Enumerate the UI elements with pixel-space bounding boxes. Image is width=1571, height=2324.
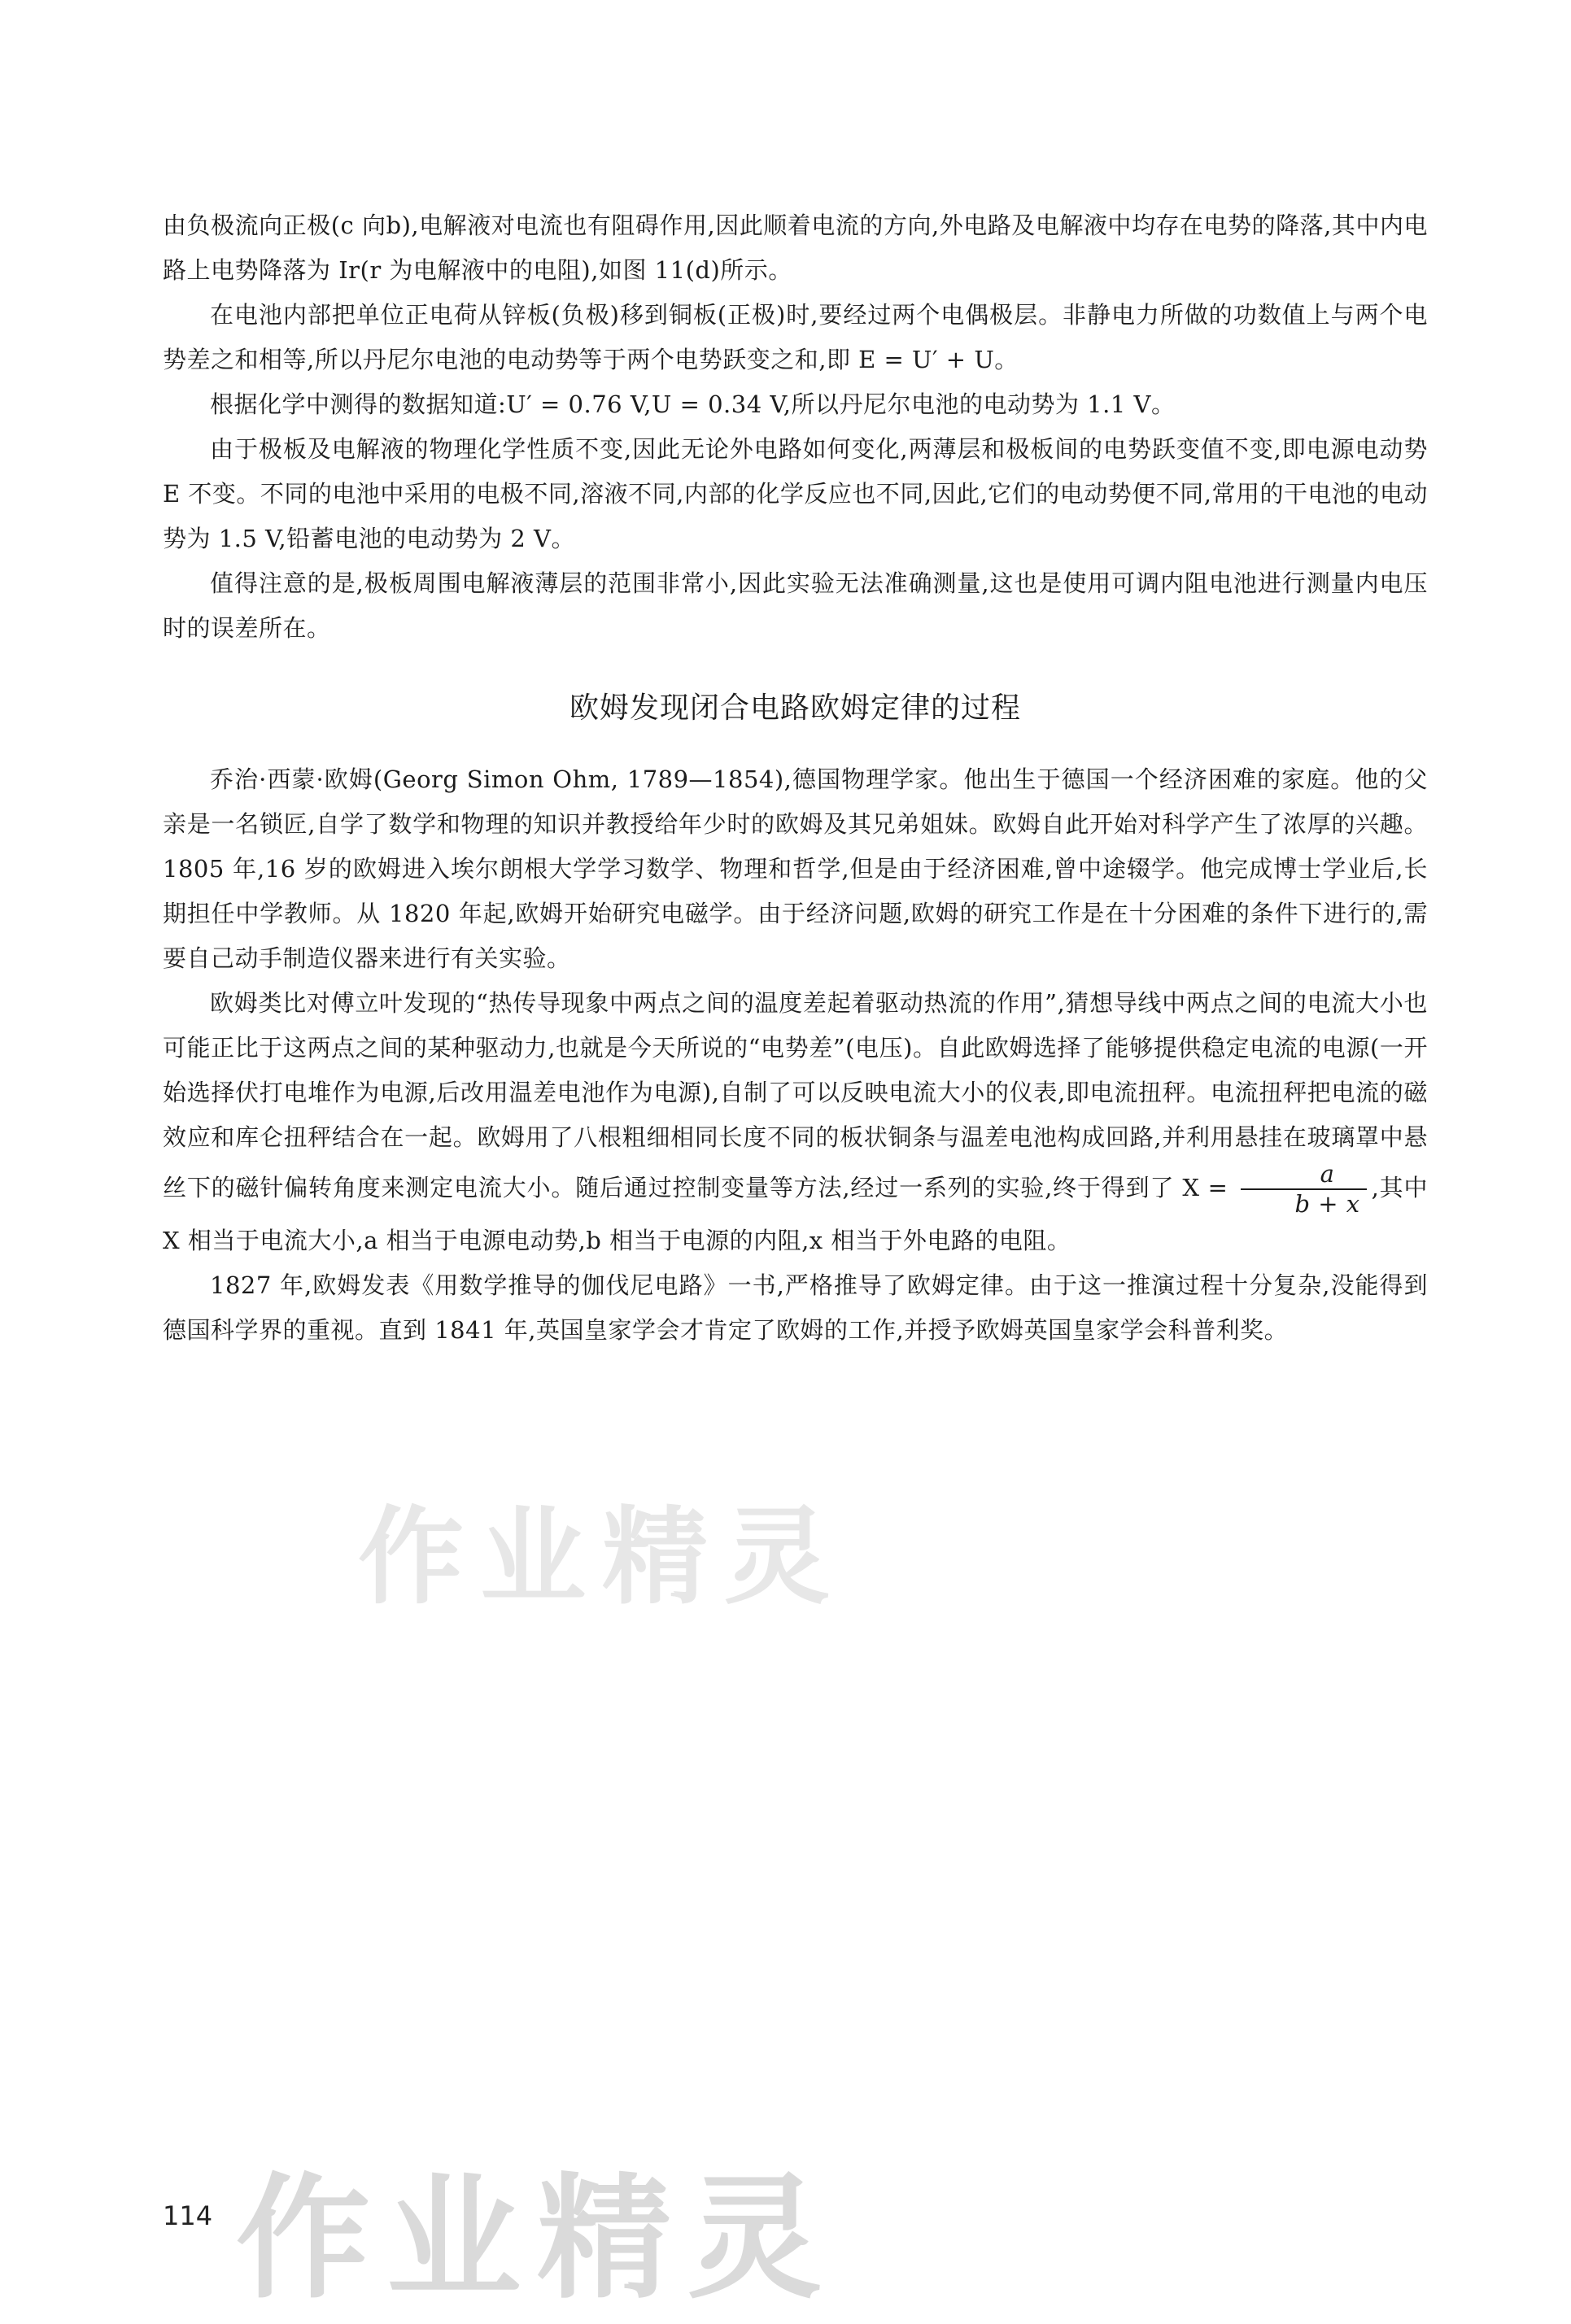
watermark-bottom: 作业精灵	[236, 2160, 838, 2317]
paragraph-1: 由负极流向正极(c 向b),电解液对电流也有阻碍作用,因此顺着电流的方向,外电路及电解液中均存在电势的降落,其中内电路上电势降落为 Ir(r 为电解液中的电阻),如图 11(d)所示。	[163, 211, 1428, 284]
paragraph-5: 值得注意的是,极板周围电解液薄层的范围非常小,因此实验无法准确测量,这也是使用可调内阻电池进行测量内电压时的误差所在。	[163, 569, 1428, 642]
page-number: 114	[163, 2200, 213, 2231]
ohm-biography-paragraph: 乔治·西蒙·欧姆(Georg Simon Ohm, 1789—1854),德国物理学家。他出生于德国一个经济困难的家庭。他的父亲是一名锁匠,自学了数学和物理的知识并教授给年少时的欧姆及其兄弟姐妹。欧姆自此开始对科学产生了浓厚的兴趣。1805 年,16 岁的欧姆进入埃尔朗根大学学习数学、物理和哲学,但是由于经济困难,曾中途辍学。他完成博士学业后,长期担任中学教师。从 1820 年起,欧姆开始研究电磁学。由于经济问题,欧姆的研究工作是在十分困难的条件下进行的,需要自己动手制造仪器来进行有关实验。	[163, 765, 1428, 972]
paragraph-3: 根据化学中测得的数据知道:U′ = 0.76 V,U = 0.34 V,所以丹尼尔电池的电动势为 1.1 V。	[210, 390, 1176, 418]
formula-denominator: b + x	[1294, 1189, 1360, 1218]
section-title: 欧姆发现闭合电路欧姆定律的过程	[569, 691, 1021, 725]
body-text	[163, 203, 1428, 1353]
ohm-experiment-paragraph	[163, 981, 1428, 1263]
paragraph-2: 在电池内部把单位正电荷从锌板(负极)移到铜板(正极)时,要经过两个电偶极层。非静电力所做的功数值上与两个电势差之和相等,所以丹尼尔电池的电动势等于两个电势跃变之和,即 E = U′ + U。	[163, 301, 1428, 373]
ohm-experiment-text: 欧姆类比对傅立叶发现的“热传导现象中两点之间的温度差起着驱动热流的作用”,猜想导线中两点之间的电流大小也可能正比于这两点之间的某种驱动力,也就是今天所说的“电势差”(电压)。自此欧姆选择了能够提供稳定电流的电源(一开始选择伏打电堆作为电源,后改用温差电池作为电源),自制了可以反映电流大小的仪表,即电流扭秤。电流扭秤把电流的磁效应和库仑扭秤结合在一起。欧姆用了八根粗细相同长度不同的板状铜条与温差电池构成回路,并利用悬挂在玻璃罩中悬丝下的磁针偏转角度来测定电流大小。随后通过控制变量等方法,经过一系列的实验,终于得到了 X =	[163, 989, 1428, 1201]
ohm-publication-paragraph: 1827 年,欧姆发表《用数学推导的伽伐尼电路》一书,严格推导了欧姆定律。由于这一推演过程十分复杂,没能得到德国科学界的重视。直到 1841 年,英国皇家学会才肯定了欧姆的工作,并授予欧姆英国皇家学会科普利奖。	[163, 1271, 1428, 1344]
formula-numerator: a	[1241, 1160, 1366, 1190]
ohm-experiment-text-after: ,其中 X 相当于电流大小,a 相当于电源电动势,b 相当于电源的内阻,x 相当于外电路的电阻。	[163, 1173, 1429, 1254]
paragraph-4: 由于极板及电解液的物理化学性质不变,因此无论外电路如何变化,两薄层和极板间的电势跃变值不变,即电源电动势 E 不变。不同的电池中采用的电极不同,溶液不同,内部的化学反应也不同,因此,它们的电动势便不同,常用的干电池的电动势为 1.5 V,铅蓄电池的电动势为 2 V。	[163, 435, 1428, 552]
ohm-formula	[1241, 1160, 1366, 1219]
watermark-middle: 作业精灵	[358, 1495, 847, 1619]
